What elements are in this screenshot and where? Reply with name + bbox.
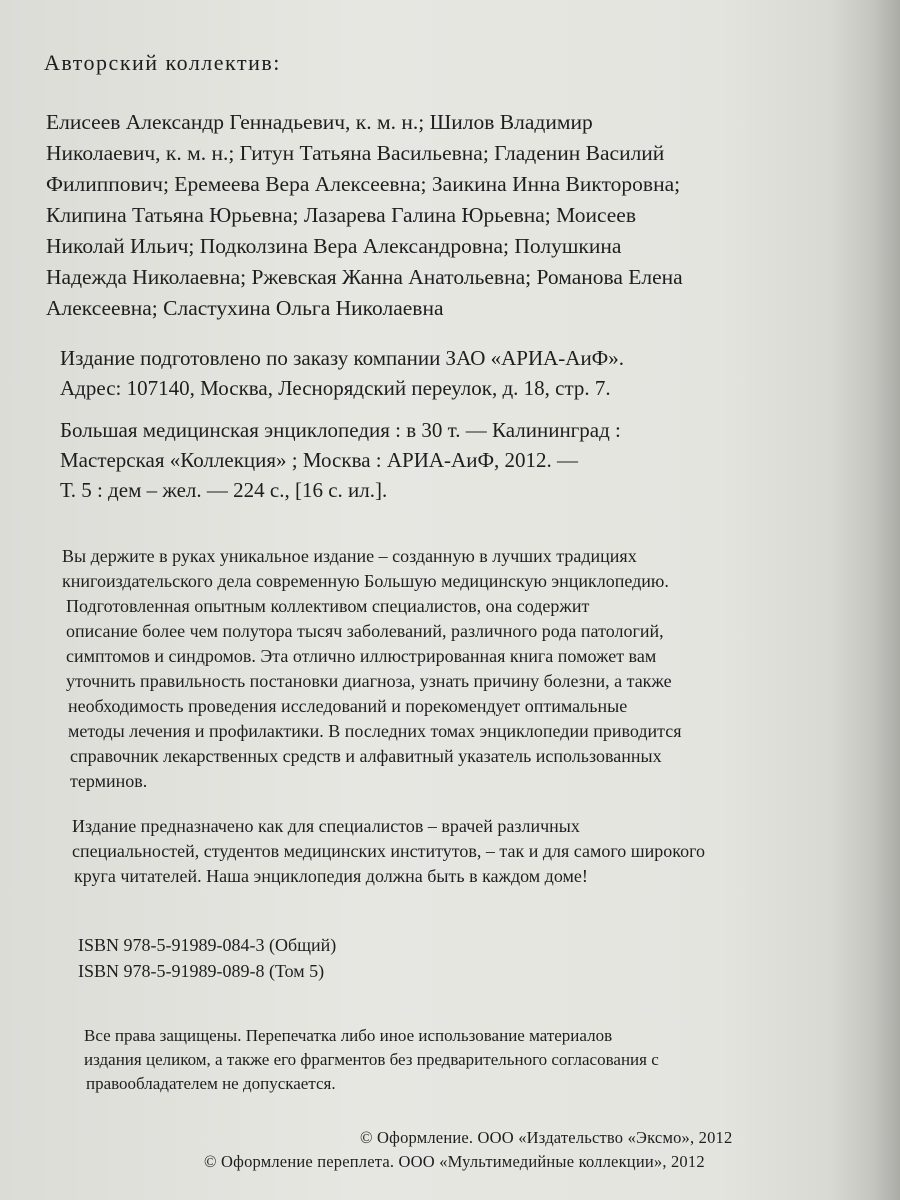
address-line: Адрес: 107140, Москва, Леснорядский переулок, д. 18, стр. 7. — [60, 376, 611, 400]
description-line: симптомов и синдромов. Эта отлично иллюстрированная книга поможет вам — [66, 646, 657, 666]
bibliographic-line: Т. 5 : дем – жел. — 224 с., [16 с. ил.]. — [60, 478, 388, 502]
authors-line: Алексеевна; Сластухина Ольга Николаевна — [46, 296, 444, 320]
page-edge-shadow — [830, 0, 900, 1200]
description-line: справочник лекарственных средств и алфавитный указатель использованных — [70, 746, 662, 766]
audience-line: Издание предназначено как для специалистов – врачей различных — [72, 816, 580, 836]
bibliographic-line: Большая медицинская энциклопедия : в 30 т. — Калининград : — [60, 418, 621, 442]
rights-line: Все права защищены. Перепечатка либо иное использование материалов — [84, 1026, 613, 1045]
authors-line: Николай Ильич; Подколзина Вера Александровна; Полушкина — [46, 234, 622, 258]
copyright-line: © Оформление. ООО «Издательство «Эксмо», 2012 — [360, 1128, 733, 1147]
isbn-line: ISBN 978-5-91989-084-3 (Общий) — [78, 935, 337, 955]
description-line: необходимость проведения исследований и порекомендует оптимальные — [68, 696, 628, 716]
authors-line: Надежда Николаевна; Ржевская Жанна Анатольевна; Романова Елена — [46, 265, 683, 289]
authors-line: Николаевич, к. м. н.; Гитун Татьяна Васильевна; Гладенин Василий — [46, 141, 665, 165]
description-line: Вы держите в руках уникальное издание – созданную в лучших традициях — [62, 546, 637, 566]
authors-line: Клипина Татьяна Юрьевна; Лазарева Галина Юрьевна; Моисеев — [46, 203, 637, 227]
description-line: описание более чем полутора тысяч заболеваний, различного рода патологий, — [66, 621, 664, 641]
description-line: уточнить правильность постановки диагноза, узнать причину болезни, а также — [66, 671, 672, 691]
audience-line: круга читателей. Наша энциклопедия должна быть в каждом доме! — [74, 866, 588, 886]
isbn-line: ISBN 978-5-91989-089-8 (Том 5) — [78, 961, 325, 981]
description-line: терминов. — [70, 771, 148, 791]
description-line: Подготовленная опытным коллективом специалистов, она содержит — [66, 596, 590, 616]
bibliographic-line: Мастерская «Коллекция» ; Москва : АРИА-АиФ, 2012. — — [60, 448, 579, 472]
description-line: методы лечения и профилактики. В последних томах энциклопедии приводится — [68, 721, 682, 741]
authors-line: Филиппович; Еремеева Вера Алексеевна; Заикина Инна Викторовна; — [46, 172, 681, 196]
audience-line: специальностей, студентов медицинских институтов, – так и для самого широкого — [72, 841, 706, 861]
publisher-line: Издание подготовлено по заказу компании ЗАО «АРИА-АиФ». — [60, 346, 625, 370]
rights-line: правообладателем не допускается. — [86, 1074, 336, 1093]
copyright-line: © Оформление переплета. ООО «Мультимедийные коллекции», 2012 — [204, 1152, 705, 1171]
authors-line: Елисеев Александр Геннадьевич, к. м. н.; Шилов Владимир — [46, 110, 593, 134]
authors-heading: Авторский коллектив: — [44, 50, 281, 75]
description-line: книгоиздательского дела современную Большую медицинскую энциклопедию. — [62, 571, 669, 591]
rights-line: издания целиком, а также его фрагментов без предварительного согласования с — [84, 1050, 659, 1069]
